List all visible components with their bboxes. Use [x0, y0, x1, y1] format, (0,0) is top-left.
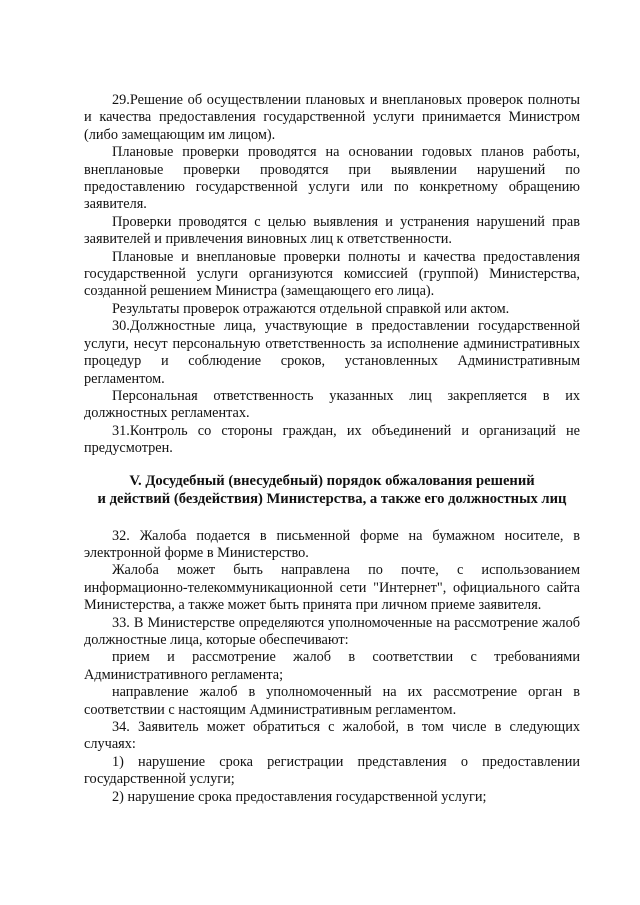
- paragraph-group-top: [84, 92, 580, 458]
- paragraph: Жалоба может быть направлена по почте, с использованием информационно-телекоммуникационной сети "Интернет", официального сайта Министерства, а также может быть принята при личном приеме заявителя.: [84, 562, 580, 614]
- paragraph: Проверки проводятся с целью выявления и устранения нарушений прав заявителей и привлечения виновных лиц к ответственности.: [84, 213, 580, 248]
- paragraph: 30.Должностные лица, участвующие в предоставлении государственной услуги, несут персональную ответственность за исполнение административных процедур и соблюдение сроков, установленных Административным регламентом.: [84, 318, 580, 387]
- paragraph: 31.Контроль со стороны граждан, их объединений и организаций не предусмотрен.: [84, 422, 580, 457]
- section-heading-line-2: и действий (бездействия) Министерства, а также его должностных лиц: [97, 490, 567, 507]
- paragraph: 29.Решение об осуществлении плановых и внеплановых проверок полноты и качества предоставления государственной услуги принимается Министром (либо замещающим им лицом).: [84, 92, 580, 143]
- paragraph: Плановые и внеплановые проверки полноты и качества предоставления государственной услуги организуются комиссией (группой) Министерства, созданной решением Министра (замещающего его лица).: [84, 248, 580, 300]
- paragraph: Плановые проверки проводятся на основании годовых планов работы, внеплановые проверки проводятся при выявлении нарушений по предоставлению государственной услуги или по конкретному обращению заявителя.: [84, 144, 580, 213]
- paragraph: 34. Заявитель может обратиться с жалобой, в том числе в следующих случаях:: [84, 719, 580, 753]
- paragraph: 1) нарушение срока регистрации представления о предоставлении государственной услуги;: [84, 753, 580, 788]
- paragraph: прием и рассмотрение жалоб в соответствии с требованиями Административного регламента;: [84, 649, 580, 683]
- paragraph: Результаты проверок отражаются отдельной справкой или актом.: [112, 300, 510, 317]
- paragraph: Персональная ответственность указанных лиц закрепляется в их должностных регламентах.: [84, 387, 580, 422]
- paragraph: 33. В Министерстве определяются уполномоченные на рассмотрение жалоб должностные лица, которые обеспечивают:: [84, 614, 580, 648]
- paragraph: направление жалоб в уполномоченный на их рассмотрение орган в соответствии с настоящим Административным регламентом.: [84, 684, 580, 718]
- section-heading: [84, 472, 580, 508]
- paragraph-group-bottom: [84, 528, 580, 807]
- section-heading-line-1: V. Досудебный (внесудебный) порядок обжалования решений: [129, 472, 535, 489]
- paragraph: 2) нарушение срока предоставления государственной услуги;: [112, 788, 487, 805]
- paragraph: 32. Жалоба подается в письменной форме на бумажном носителе, в электронной форме в Министерство.: [84, 527, 580, 561]
